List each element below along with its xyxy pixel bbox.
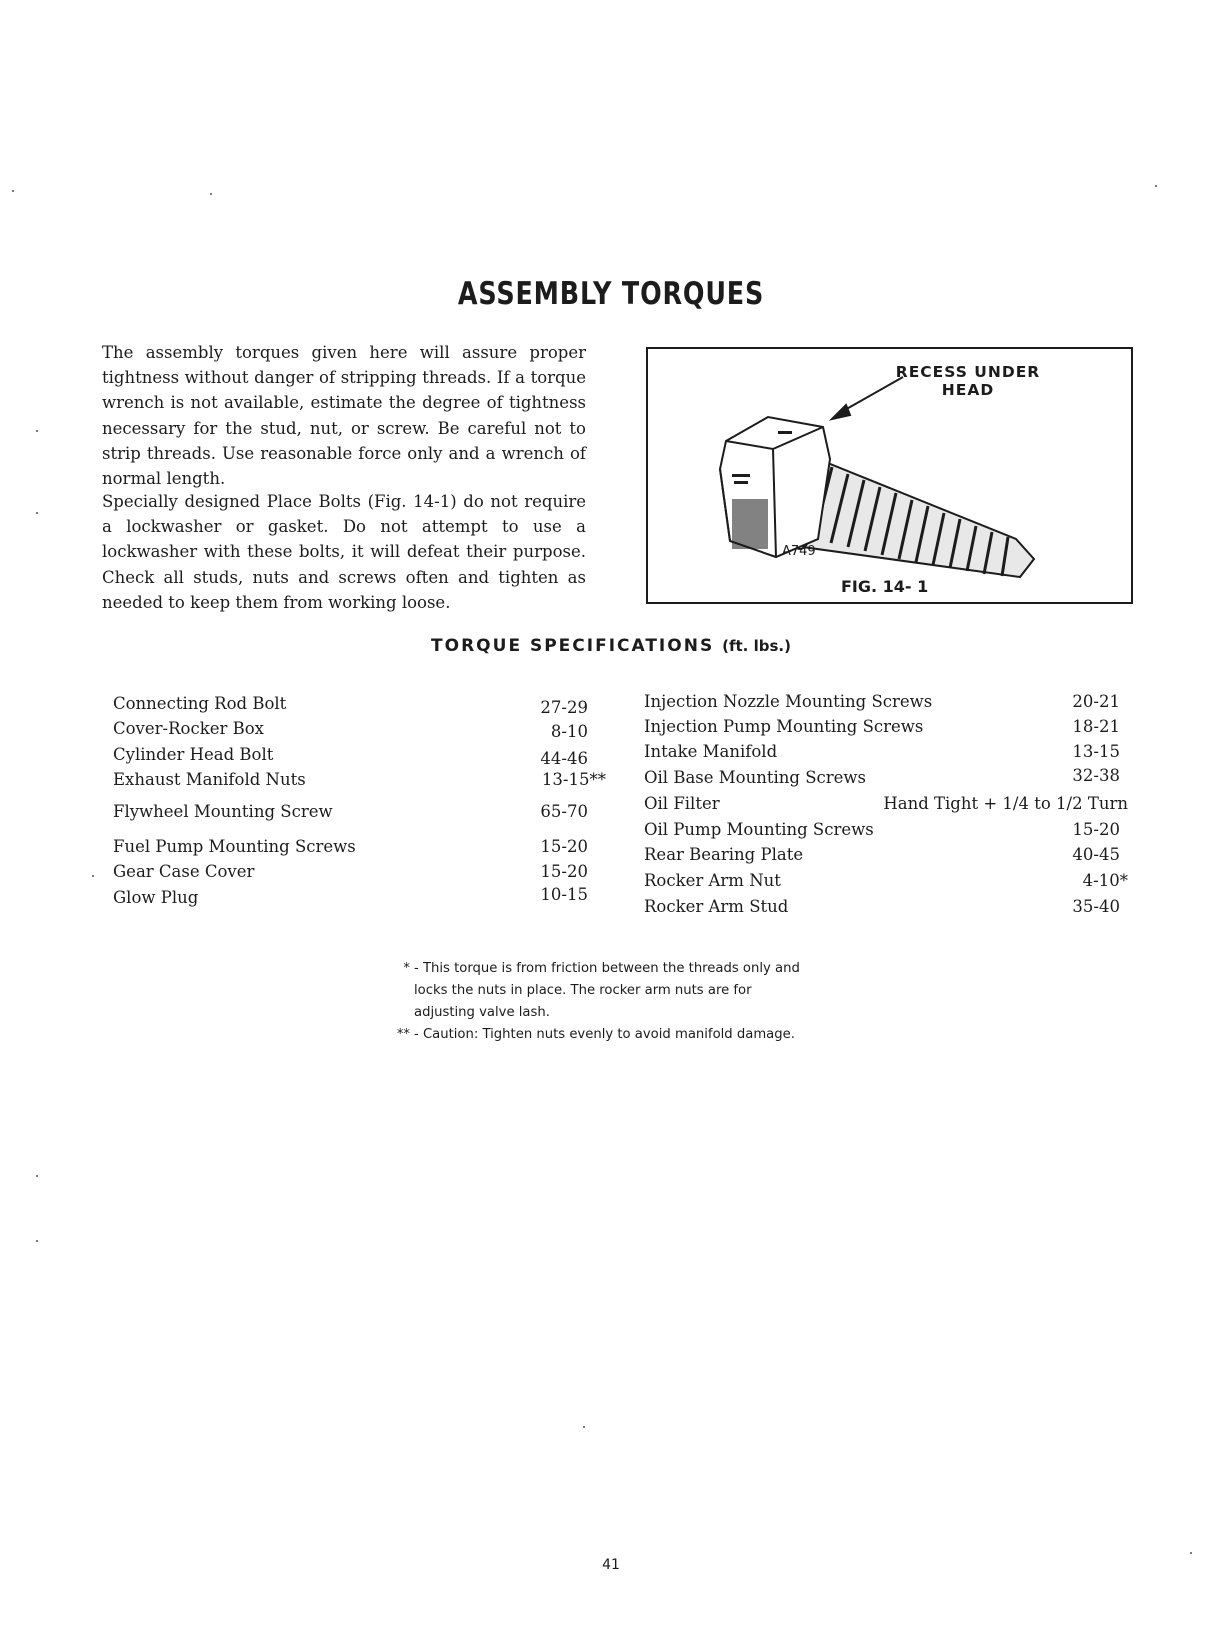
scan-speck	[36, 430, 38, 432]
footnote-text: - This torque is from friction between the threads only and	[414, 961, 800, 976]
intro-paragraph-2: Specially designed Place Bolts (Fig. 14-1) do not require a lockwasher or gasket. Do not attempt to use a lockwasher with these bolts, it will defeat their purpose. Check all studs, nuts and screws often and tighten as needed to keep them from working loose.	[102, 492, 586, 612]
spec-name: Rocker Arm Nut	[644, 871, 781, 890]
spec-value: 27-29	[540, 698, 588, 717]
footnote-text: adjusting valve lash.	[414, 1005, 550, 1020]
spec-name: Fuel Pump Mounting Screws	[113, 837, 356, 856]
footnotes	[380, 958, 880, 1046]
scan-speck	[1155, 185, 1157, 187]
spec-value: 13-15	[1072, 742, 1120, 761]
spec-name: Flywheel Mounting Screw	[113, 802, 333, 821]
spec-name: Connecting Rod Bolt	[113, 694, 287, 713]
scan-speck	[12, 190, 14, 192]
spec-name: Oil Base Mounting Screws	[644, 768, 866, 787]
figure-callout-line1: RECESS UNDER	[895, 363, 1041, 381]
scan-speck	[210, 193, 212, 195]
figure-14-1	[646, 347, 1133, 604]
scan-speck	[92, 875, 94, 877]
page-number: 41	[602, 1557, 620, 1573]
footnote-line	[380, 1024, 880, 1046]
spec-value: 20-21	[1072, 692, 1120, 711]
spec-name: Exhaust Manifold Nuts	[113, 770, 306, 789]
spec-name: Cover-Rocker Box	[113, 719, 264, 738]
spec-value: 4-10*	[1082, 871, 1128, 890]
footnote-text: - Caution: Tighten nuts evenly to avoid manifold damage.	[414, 1027, 795, 1042]
spec-value: 44-46	[540, 749, 588, 768]
spec-heading-unit: (ft. lbs.)	[722, 637, 791, 655]
spec-value: 10-15	[540, 885, 588, 904]
spec-value: Hand Tight + 1/4 to 1/2 Turn	[883, 794, 1128, 813]
spec-name: Rear Bearing Plate	[644, 845, 804, 864]
scan-speck	[36, 1240, 38, 1242]
spec-name: Intake Manifold	[644, 742, 778, 761]
spec-name: Injection Pump Mounting Screws	[644, 717, 924, 736]
footnote-mark: *	[403, 961, 410, 976]
spec-name: Rocker Arm Stud	[644, 897, 789, 916]
spec-value: 8-10	[550, 722, 588, 741]
scan-speck	[36, 512, 38, 514]
spec-value: 32-38	[1072, 766, 1120, 785]
spec-name: Oil Filter	[644, 794, 720, 813]
spec-value: 15-20	[540, 862, 588, 881]
spec-heading	[0, 636, 1222, 656]
spec-value: 15-20	[540, 837, 588, 856]
scan-speck	[36, 1175, 38, 1177]
footnote-line	[380, 958, 880, 980]
figure-caption: FIG. 14- 1	[841, 577, 929, 596]
footnote-line	[380, 980, 880, 1002]
spec-value: 18-21	[1072, 717, 1120, 736]
scan-speck	[583, 1426, 585, 1428]
scan-speck	[1190, 1552, 1192, 1554]
spec-name: Injection Nozzle Mounting Screws	[644, 692, 933, 711]
spec-value: 40-45	[1072, 845, 1120, 864]
figure-code: A749	[782, 544, 816, 559]
spec-value: 15-20	[1072, 820, 1120, 839]
figure-callout-line2: HEAD	[941, 381, 995, 399]
spec-heading-text: TORQUE SPECIFICATIONS	[431, 636, 715, 656]
spec-name: Gear Case Cover	[113, 862, 255, 881]
footnote-mark: **	[396, 1027, 410, 1042]
spec-name: Oil Pump Mounting Screws	[644, 820, 874, 839]
spec-name: Glow Plug	[113, 888, 199, 907]
intro-paragraph-1: The assembly torques given here will assure proper tightness without danger of stripping threads. If a torque wrench is not available, estimate the degree of tightness necessary for the stud, nut, or screw. Be careful not to strip threads. Use reasonable force only and a wrench of normal length.	[102, 343, 586, 489]
spec-value: 65-70	[540, 802, 588, 821]
footnote-line	[380, 1002, 880, 1024]
spec-value: 13-15**	[541, 770, 606, 789]
spec-value: 35-40	[1072, 897, 1120, 916]
footnote-text: locks the nuts in place. The rocker arm nuts are for	[414, 983, 752, 998]
page-title: ASSEMBLY TORQUES	[457, 276, 765, 312]
place-bolt-illustration	[648, 349, 1131, 602]
spec-name: Cylinder Head Bolt	[113, 745, 274, 764]
